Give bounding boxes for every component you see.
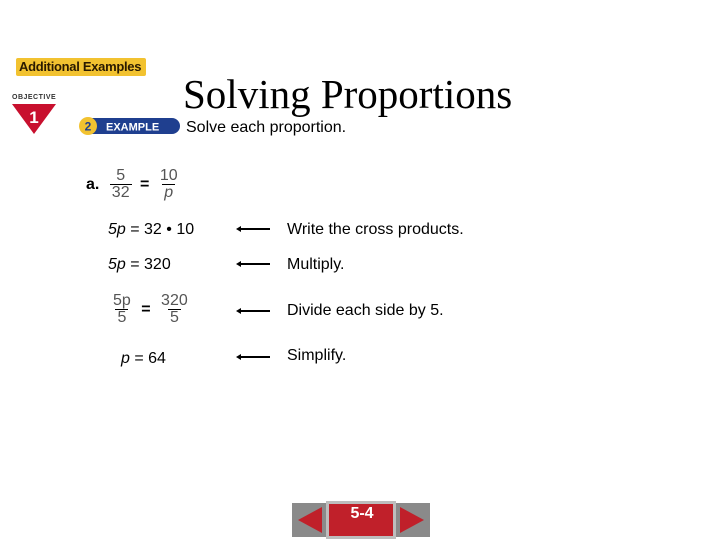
left-arrow-icon xyxy=(240,356,270,358)
problem-right-fraction xyxy=(158,168,180,201)
step-rest: = 320 xyxy=(125,256,171,273)
step-4-equation xyxy=(121,350,166,368)
next-button[interactable] xyxy=(396,503,430,537)
example-label: EXAMPLE xyxy=(106,121,160,134)
fraction-denominator: p xyxy=(164,184,174,201)
lesson-number[interactable]: 5-4 xyxy=(350,505,374,522)
problem-part-label: a. xyxy=(86,175,100,193)
step-4-explanation: Simplify. xyxy=(287,347,347,364)
fraction-denominator: 5 xyxy=(117,309,127,326)
additional-examples-badge: Additional Examples xyxy=(16,58,146,76)
step-3-explanation: Divide each side by 5. xyxy=(287,302,444,319)
step-3-left-fraction xyxy=(111,293,133,326)
step-1-equation xyxy=(108,221,194,239)
prev-button[interactable] xyxy=(292,503,326,537)
fraction-numerator: 320 xyxy=(161,292,188,309)
left-arrow-icon xyxy=(240,263,270,265)
step-rest: = 64 xyxy=(129,350,166,367)
step-variable: 5p xyxy=(108,221,126,238)
fraction-numerator: 10 xyxy=(159,167,178,184)
objective-icon xyxy=(12,104,64,134)
step-1-explanation: Write the cross products. xyxy=(287,221,464,238)
fraction-numerator: 5 xyxy=(116,167,126,184)
fraction-numerator: 5p xyxy=(113,292,131,309)
example-badge xyxy=(78,116,180,136)
fraction-denominator: 32 xyxy=(111,184,130,201)
example-number: 2 xyxy=(84,119,92,134)
step-rest: = 32 • 10 xyxy=(125,221,195,238)
page-title: Solving Proportions xyxy=(183,71,513,117)
step-variable: 5p xyxy=(108,256,126,273)
step-variable: p xyxy=(121,350,130,367)
step-2-equation xyxy=(108,256,171,274)
step-2-explanation: Multiply. xyxy=(287,256,345,273)
fraction-denominator: 5 xyxy=(169,309,179,326)
instruction-text: Solve each proportion. xyxy=(186,119,347,136)
equals-sign: = xyxy=(140,175,150,193)
problem-a xyxy=(86,168,180,201)
step-3-equation xyxy=(111,293,190,326)
left-arrow-icon xyxy=(240,228,270,230)
objective-label: OBJECTIVE xyxy=(12,94,57,101)
problem-left-fraction xyxy=(110,168,132,201)
left-arrow-icon xyxy=(240,310,270,312)
step-3-right-fraction xyxy=(159,293,190,326)
objective-number: 1 xyxy=(29,108,39,127)
equals-sign: = xyxy=(141,300,151,318)
